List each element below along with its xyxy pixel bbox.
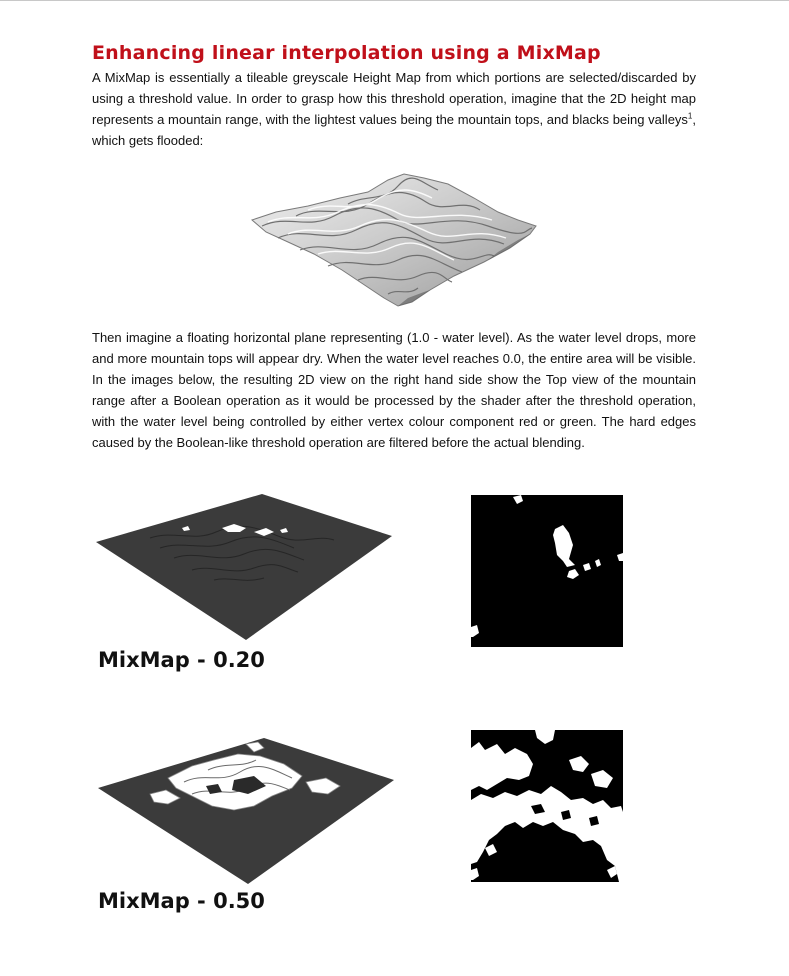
intro-paragraph xyxy=(92,67,696,151)
terrain-heightmap-image xyxy=(248,168,540,310)
mixmap-050-caption: MixMap - 0.50 xyxy=(98,889,265,913)
intro-paragraph-text: A MixMap is essentially a tileable greyscale Height Map from which portions are selected/discarded by using a threshold value. In order to grasp how this threshold operation, imagine that the 2D height map represents a mountain range, with the lightest values being the mountain tops, and blacks being valleys xyxy=(92,70,696,127)
intro-paragraph-tail: , which gets flooded: xyxy=(92,112,696,148)
section-heading: Enhancing linear interpolation using a MixMap xyxy=(92,42,601,64)
mixmap-020-plane-image xyxy=(94,492,394,642)
mixmap-020-caption: MixMap - 0.20 xyxy=(98,648,265,672)
page-top-rule xyxy=(0,0,789,1)
mixmap-050-plane-image xyxy=(96,736,396,886)
footnote-marker: 1 xyxy=(687,111,693,121)
mixmap-050-mask-image xyxy=(471,730,623,882)
mixmap-020-mask-image xyxy=(471,495,623,647)
threshold-paragraph: Then imagine a floating horizontal plane representing (1.0 - water level). As the water level drops, more and more mountain tops will appear dry. When the water level reaches 0.0, the entire area will be visible. In the images below, the resulting 2D view on the right hand side show the Top view of the mountain range after a Boolean operation as it would be processed by the shader after the threshold operation, with the water level being controlled by either vertex colour component red or green. The hard edges caused by the Boolean-like threshold operation are filtered before the actual blending. xyxy=(92,330,696,450)
